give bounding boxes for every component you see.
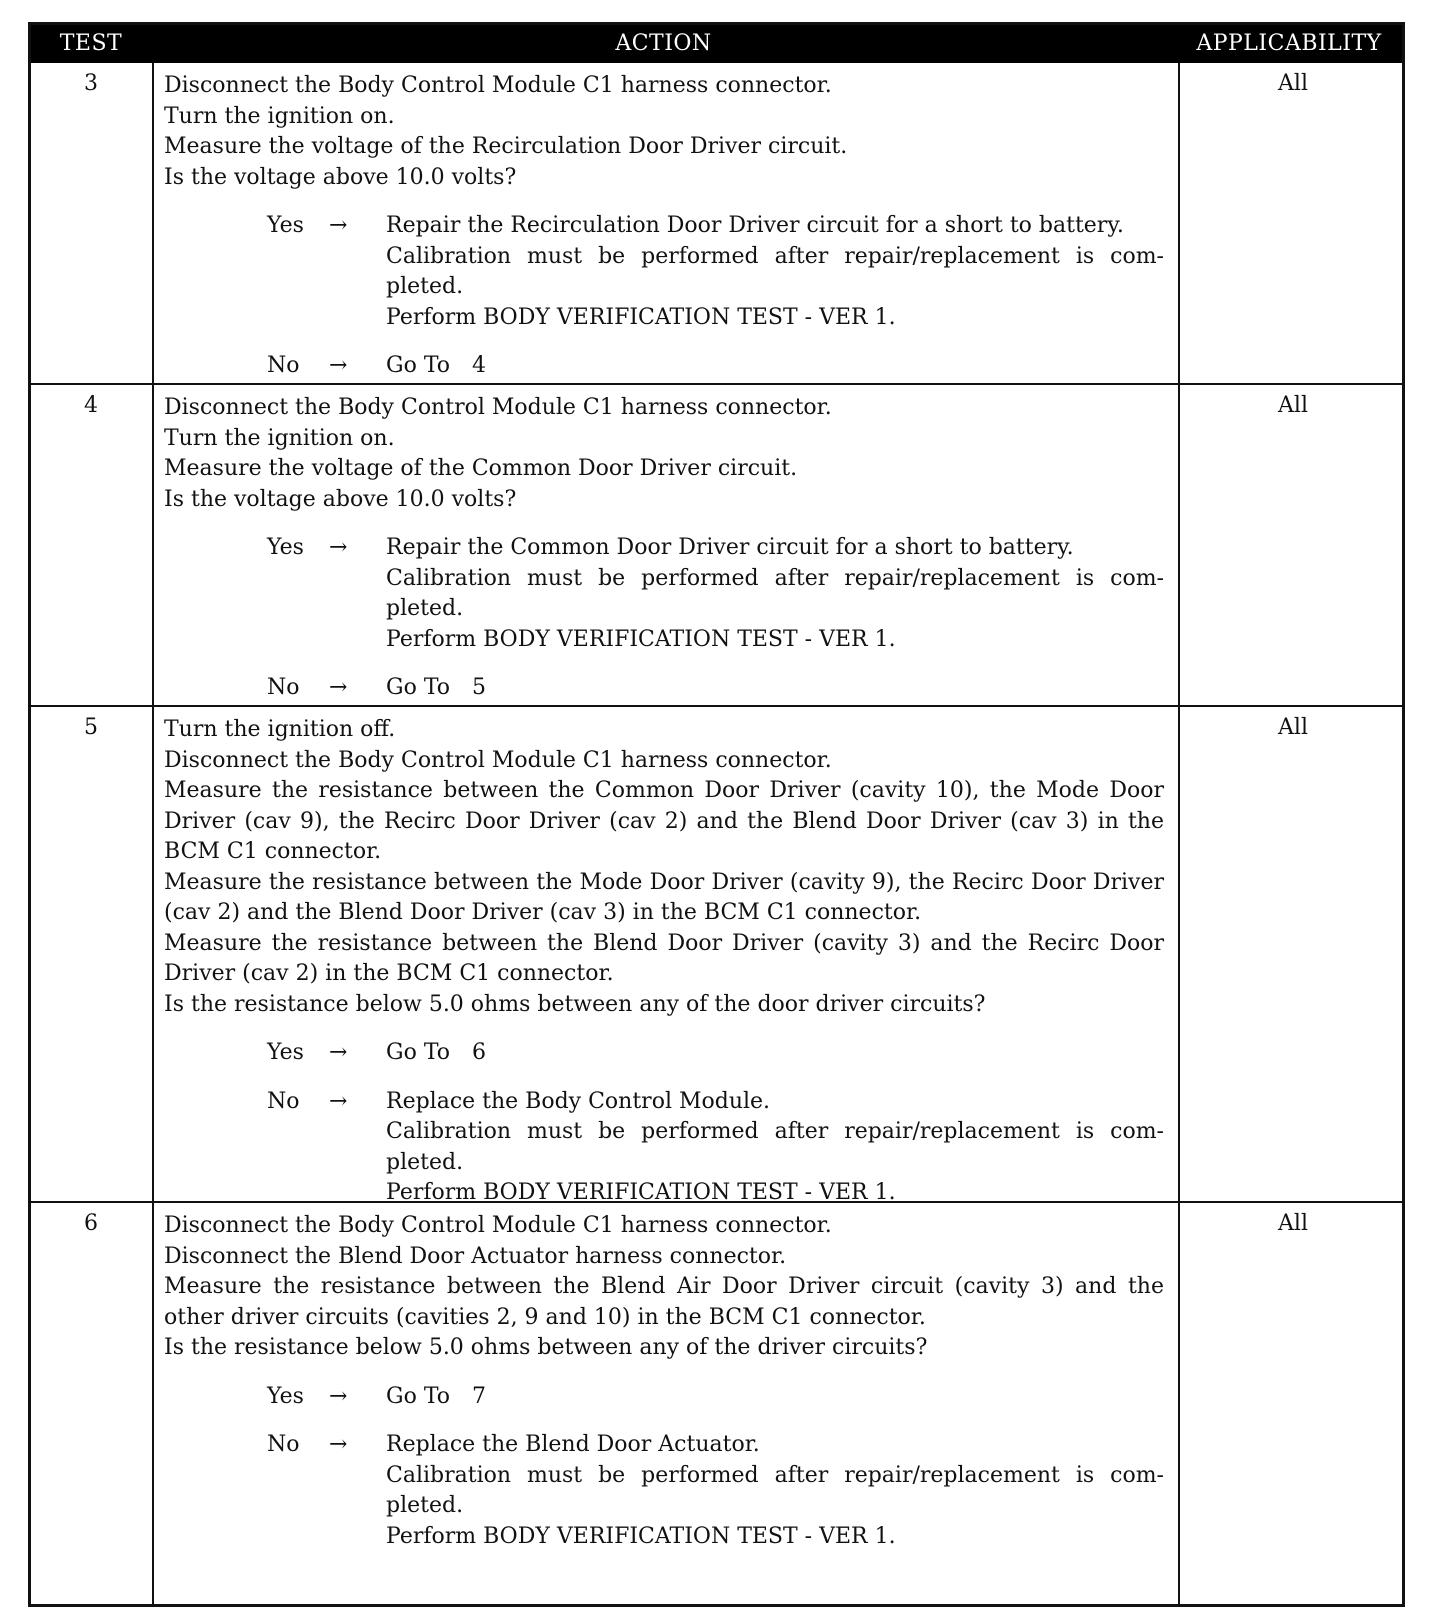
yes-label: Yes [267,1040,304,1065]
result-line: Calibration must be performed after repair/replacement is com- [386,243,1164,269]
result-line: Repair the Recirculation Door Driver circuit for a short to battery. [386,213,1124,238]
test-number: 3 [84,71,98,96]
table-row [31,63,1402,383]
step-text: Measure the resistance between the Common Door Driver (cavity 10), the Mode Door Driver (cav 9), the Recirc Door Driver (cav 2) and the Blend Door Driver (cav 3) in the BCM C1 connector. [164,778,1164,864]
action-cell [164,71,1164,382]
no-label: No [267,1432,300,1457]
step-text: Disconnect the Body Control Module C1 harness connector. [164,395,832,420]
step-text: Turn the ignition off. [164,717,396,742]
goto-text: Go To [386,1383,451,1409]
goto-text: Go To [386,1040,451,1065]
goto-number: 4 [472,353,487,378]
action-cell [164,393,1164,704]
yes-label: Yes [267,1383,304,1409]
test-number: 6 [84,1211,98,1236]
result-line: Calibration must be performed after repair/replacement is com- [386,1119,1164,1144]
result-line: Replace the Body Control Module. [386,1088,771,1114]
yes-label: Yes [267,213,304,238]
applicability-value: All [1278,715,1308,740]
step-text: Measure the voltage of the Recirculation Door Driver circuit. [164,134,848,159]
goto-line [386,1038,1164,1069]
goto-text: Go To [386,675,451,700]
goto-number: 5 [472,675,487,700]
step-text: Turn the ignition on. [164,425,395,451]
arrow-icon: → [329,535,348,560]
arrow-icon: → [329,1383,348,1409]
step-text: Is the voltage above 10.0 volts? [164,486,517,512]
result-line: Perform BODY VERIFICATION TEST - VER 1. [386,1523,896,1549]
yes-label: Yes [267,535,304,560]
result-line: Perform BODY VERIFICATION TEST - VER 1. [386,304,896,330]
no-branch [164,673,1164,704]
goto-line [386,673,1164,704]
result-line: Perform BODY VERIFICATION TEST - VER 1. [386,626,896,652]
arrow-icon: → [329,675,348,700]
table-row [31,707,1402,1205]
no-branch [164,1087,1164,1209]
no-branch [164,351,1164,382]
diagnostic-table [28,22,1405,1607]
yes-branch [164,1382,1164,1413]
applicability-value: All [1278,1211,1308,1236]
step-text: Is the resistance below 5.0 ohms between any of the door driver circuits? [164,991,986,1017]
result-line: Calibration must be performed after repair/replacement is com- [386,565,1164,591]
result-line: pleted. [386,1493,464,1518]
result-line: pleted. [386,596,464,621]
arrow-icon: → [329,1040,348,1065]
header-test: TEST [59,31,123,56]
arrow-icon: → [329,353,348,378]
goto-line [386,351,1164,382]
table-row [31,1203,1402,1583]
step-text: Disconnect the Body Control Module C1 harness connector. [164,1213,832,1238]
step-text: Measure the resistance between the Mode Door Driver (cavity 9), the Recirc Door Driver (cav 2) and the Blend Door Driver (cav 3) in the BCM C1 connector. [164,869,1164,925]
action-cell [164,1211,1164,1552]
result-line: Replace the Blend Door Actuator. [386,1432,760,1457]
yes-branch [164,533,1164,655]
result-line: Calibration must be performed after repair/replacement is com- [386,1462,1164,1488]
result-line: Repair the Common Door Driver circuit for a short to battery. [386,535,1074,560]
arrow-icon: → [329,213,348,238]
no-label: No [267,1088,300,1114]
arrow-icon: → [329,1432,348,1457]
no-branch [164,1430,1164,1552]
test-number: 5 [84,715,98,740]
step-text: Is the resistance below 5.0 ohms between any of the driver circuits? [164,1335,928,1360]
goto-number: 7 [472,1383,487,1409]
table-header [31,25,1402,63]
step-text: Is the voltage above 10.0 volts? [164,164,517,190]
step-text: Disconnect the Body Control Module C1 harness connector. [164,747,832,773]
no-label: No [267,675,300,700]
goto-number: 6 [472,1040,487,1065]
applicability-value: All [1278,393,1308,418]
step-text: Disconnect the Body Control Module C1 harness connector. [164,73,832,98]
applicability-value: All [1278,71,1308,96]
result-line: Perform BODY VERIFICATION TEST - VER 1. [386,1180,896,1205]
header-action: ACTION [615,31,712,56]
yes-branch [164,211,1164,333]
header-applicability: APPLICABILITY [1196,31,1382,56]
no-label: No [267,353,300,378]
goto-text: Go To [386,353,451,378]
goto-line [386,1382,1164,1413]
result-line: pleted. [386,1149,464,1175]
step-text: Measure the resistance between the Blend Door Driver (cavity 3) and the Recirc Door Driver (cav 2) in the BCM C1 connector. [164,930,1164,986]
arrow-icon: → [329,1088,348,1114]
step-text: Disconnect the Blend Door Actuator harness connector. [164,1243,787,1269]
table-row [31,385,1402,705]
action-cell [164,715,1164,1209]
step-text: Measure the resistance between the Blend Air Door Driver circuit (cavity 3) and the other driver circuits (cavities 2, 9 and 10) in the BCM C1 connector. [164,1274,1164,1330]
step-text: Measure the voltage of the Common Door Driver circuit. [164,456,798,481]
result-line: pleted. [386,274,464,299]
yes-branch [164,1038,1164,1069]
test-number: 4 [84,393,98,418]
step-text: Turn the ignition on. [164,103,395,129]
